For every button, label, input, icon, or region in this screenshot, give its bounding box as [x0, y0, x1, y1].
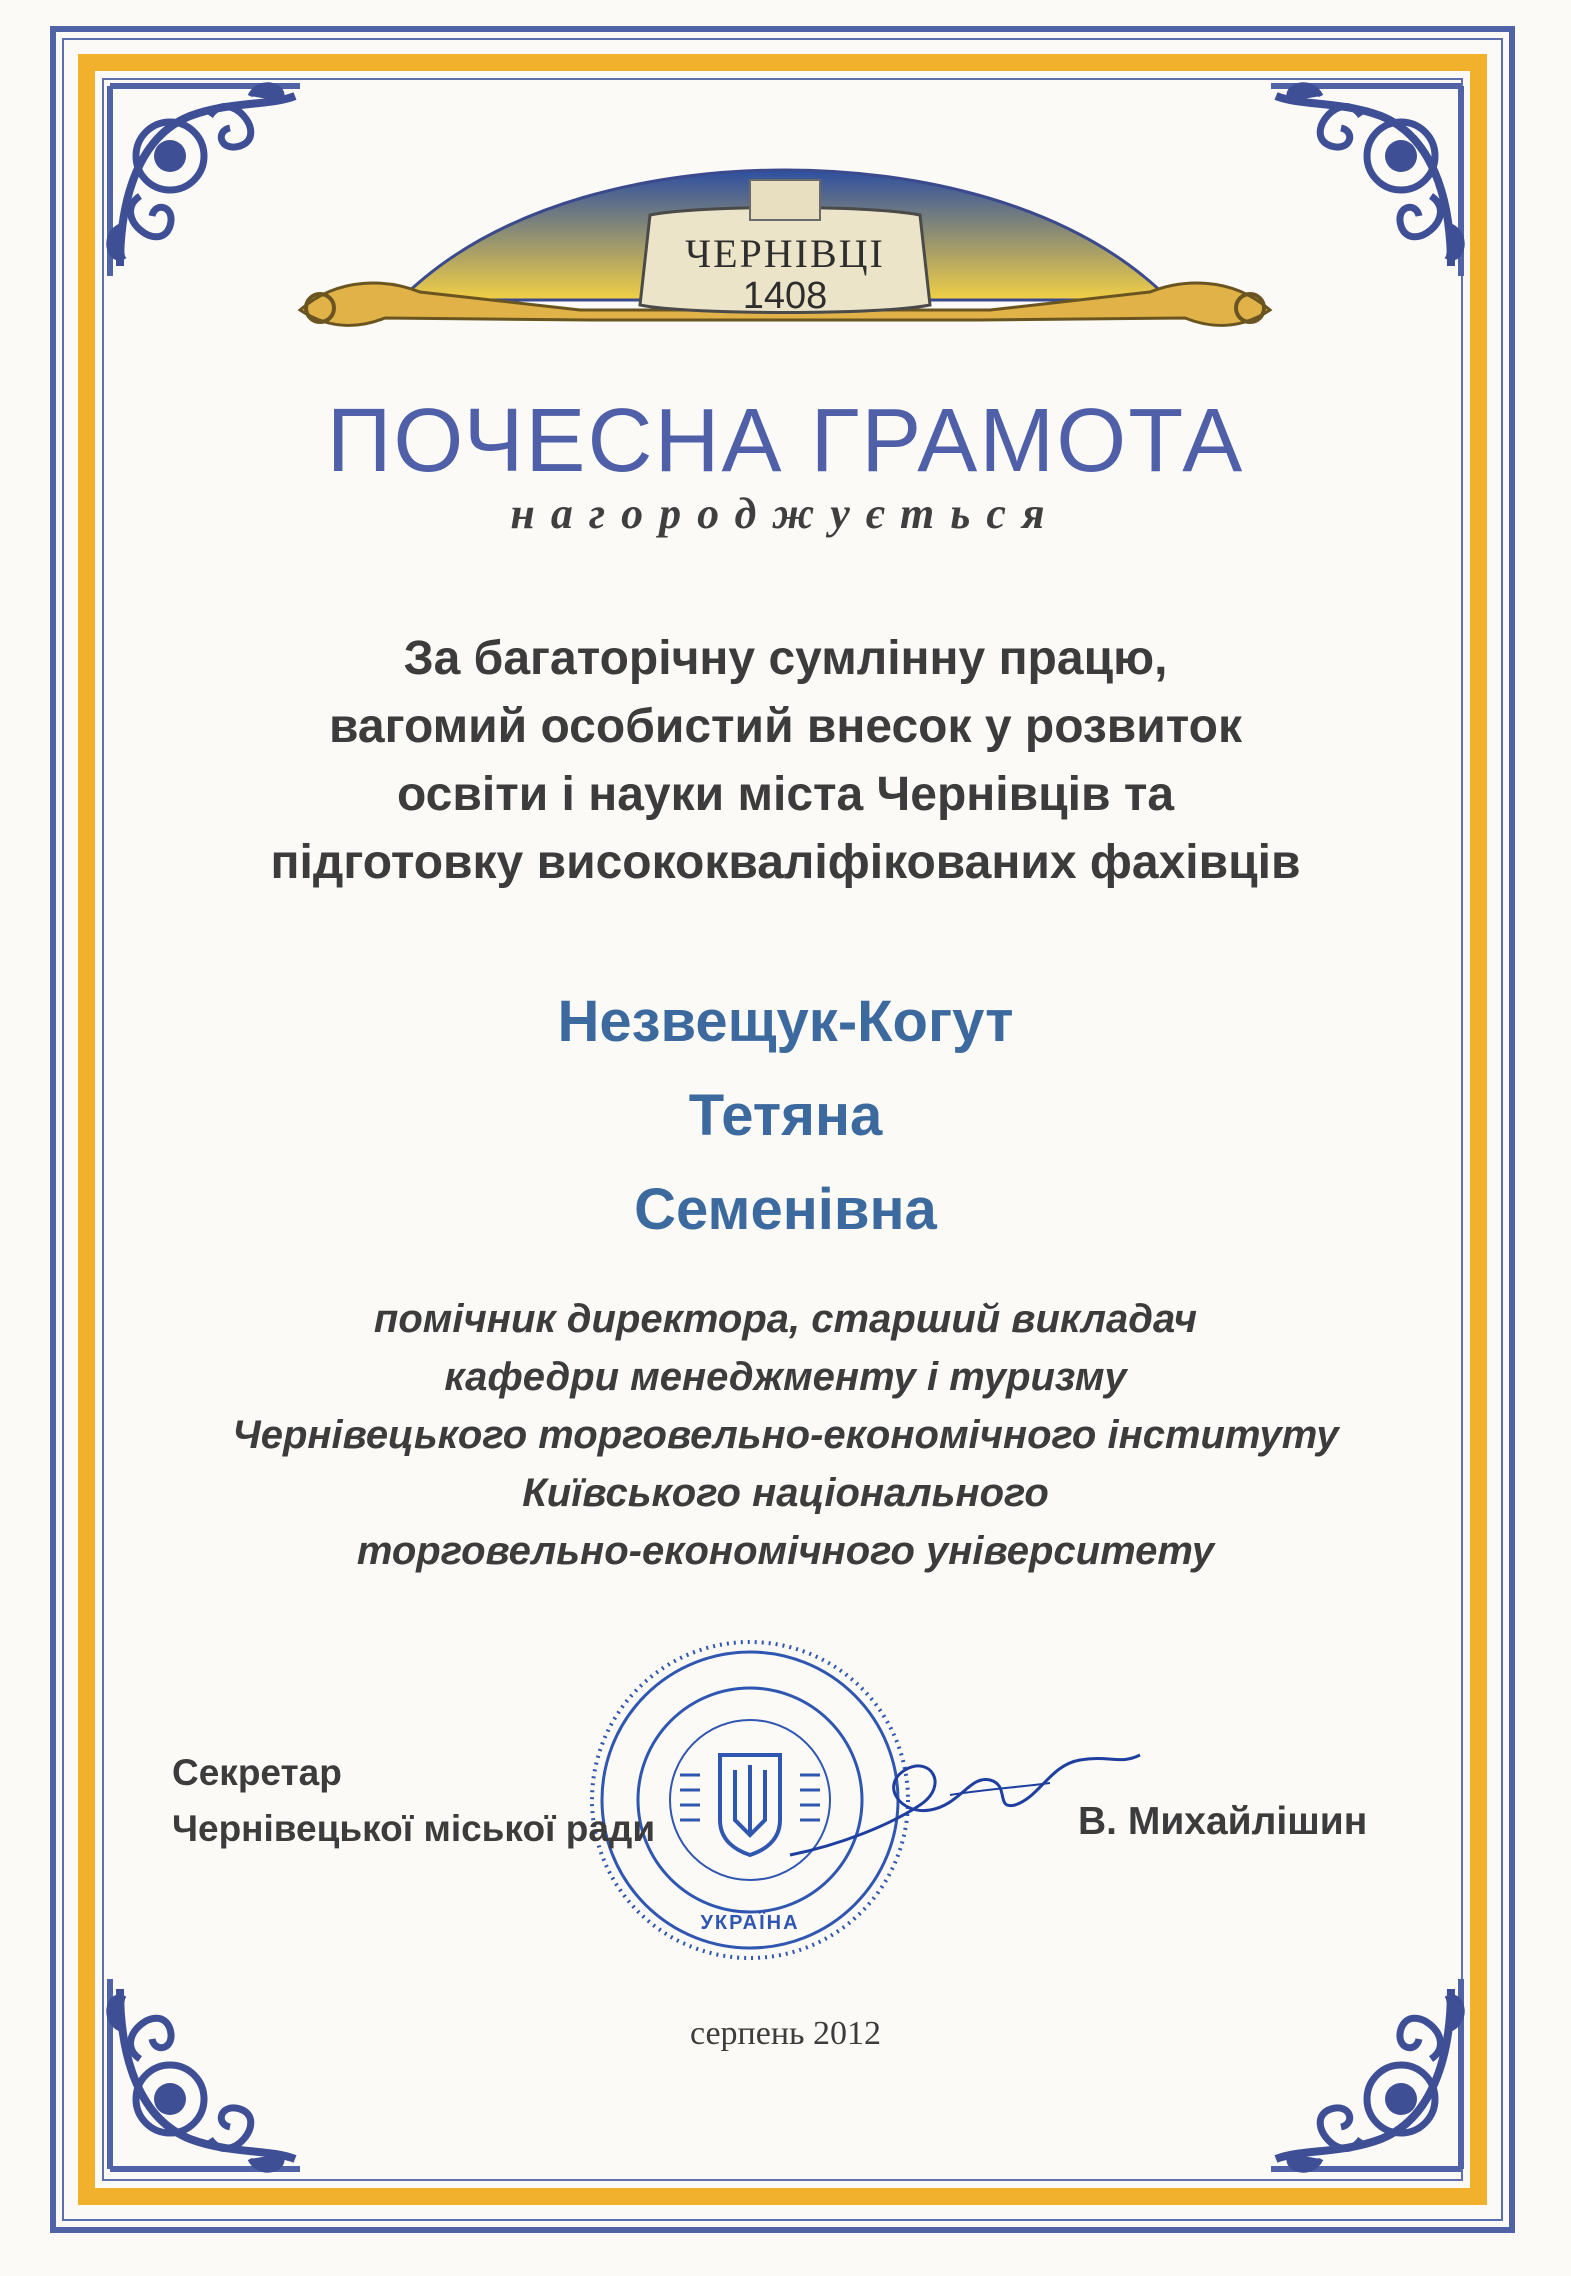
signatory-role-line: Секретар [172, 1752, 342, 1793]
certificate-title: ПОЧЕСНА ГРАМОТА [326, 391, 1245, 491]
corner-ornament-bottom-left [100, 1969, 310, 2179]
corner-ornament-bottom-right [1261, 1969, 1471, 2179]
signatory-name: В. Михайлішин [1078, 1800, 1368, 1843]
signatory-role [172, 1745, 655, 1857]
certificate-subtitle: нагороджується [510, 489, 1061, 538]
recipient-surname: Незвещук-Когут [557, 989, 1014, 1054]
recipient-name [0, 975, 1571, 1257]
recipient-first-name: Тетяна [688, 1083, 883, 1148]
award-reason [0, 625, 1571, 897]
signatory-role-line: Чернівецької міської ради [172, 1808, 656, 1849]
corner-ornament-top-right [1261, 76, 1471, 286]
reason-line: підготовку висококваліфікованих фахівців [270, 836, 1301, 889]
position-line: кафедри менеджменту і туризму [444, 1355, 1127, 1399]
position-line: помічник директора, старший викладач [373, 1297, 1198, 1341]
position-line: торговельно-економічного університету [356, 1529, 1215, 1573]
position-line: Київського національного [522, 1471, 1049, 1515]
recipient-patronymic: Семенівна [634, 1177, 937, 1242]
reason-line: освіти і науки міста Чернівців та [396, 768, 1175, 821]
city-year: 1408 [742, 275, 828, 317]
corner-ornament-top-left [100, 76, 310, 286]
issue-date: серпень 2012 [689, 2015, 882, 2052]
position-line: Чернівецького торговельно-економічного інституту [232, 1413, 1339, 1457]
reason-line: За багаторічну сумлінну працю, [403, 632, 1168, 685]
seal-bottom-text: УКРАЇНА [700, 1912, 800, 1934]
city-name: ЧЕРНІВЦІ [685, 231, 885, 276]
recipient-position [0, 1290, 1571, 1580]
reason-line: вагомий особистий внесок у розвиток [329, 700, 1242, 753]
